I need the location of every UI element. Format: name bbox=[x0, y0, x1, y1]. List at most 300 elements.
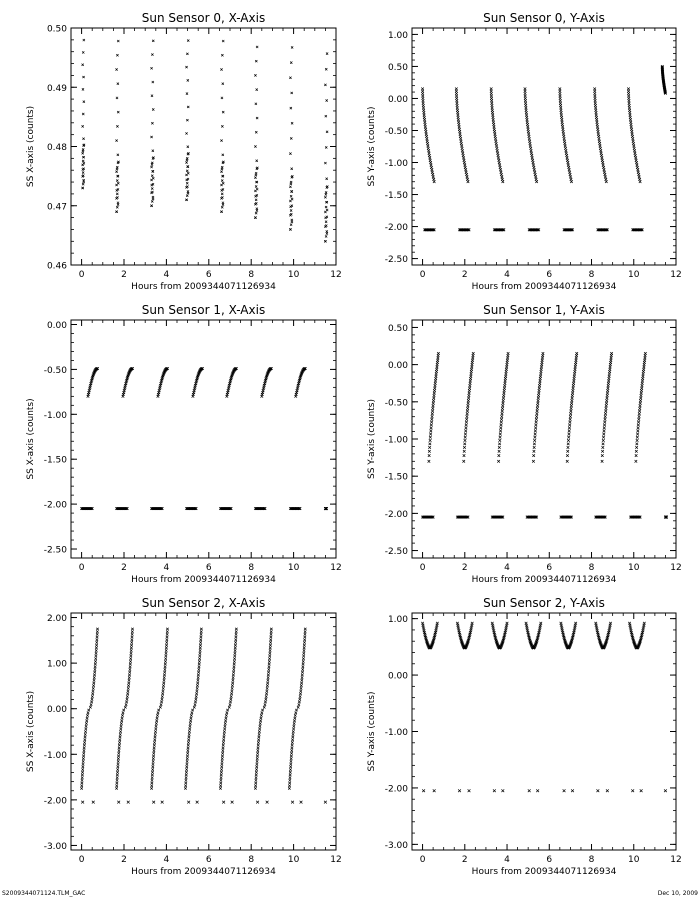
data-point bbox=[235, 630, 237, 632]
data-point bbox=[191, 709, 193, 711]
data-point bbox=[531, 159, 534, 162]
data-segment-12-flat bbox=[254, 507, 266, 510]
data-point bbox=[151, 768, 153, 770]
data-point bbox=[288, 782, 290, 784]
data-point bbox=[502, 397, 505, 400]
data-point bbox=[532, 161, 535, 164]
data-segment-1-curve bbox=[455, 88, 469, 183]
data-point bbox=[117, 755, 119, 757]
data-point bbox=[571, 392, 574, 395]
data-point bbox=[186, 170, 188, 172]
data-segment-13-flat bbox=[597, 228, 609, 231]
data-point bbox=[503, 384, 506, 387]
data-point bbox=[501, 405, 504, 408]
data-point bbox=[538, 389, 541, 392]
data-point bbox=[196, 682, 198, 684]
data-point bbox=[493, 128, 496, 131]
data-point bbox=[571, 394, 574, 397]
y-tick-label: -1.50 bbox=[384, 191, 408, 202]
data-point bbox=[532, 460, 535, 463]
y-tick-label: 0.00 bbox=[387, 671, 408, 682]
data-point bbox=[82, 763, 84, 765]
data-point bbox=[566, 454, 569, 457]
data-point bbox=[604, 173, 607, 176]
data-point bbox=[464, 164, 467, 167]
data-point bbox=[501, 176, 504, 179]
data-point bbox=[82, 138, 84, 140]
data-point bbox=[126, 693, 128, 695]
data-segment-9-flat bbox=[491, 516, 504, 519]
data-point bbox=[434, 380, 437, 383]
data-point bbox=[431, 418, 434, 421]
data-point bbox=[531, 154, 534, 157]
x-tick-label: 10 bbox=[287, 270, 300, 280]
data-point bbox=[507, 352, 510, 355]
chart-title: Sun Sensor 0, Y-Axis bbox=[483, 11, 605, 25]
y-axis-label: SS X-axis (counts) bbox=[26, 398, 36, 480]
data-point bbox=[197, 676, 199, 678]
data-point bbox=[430, 427, 433, 430]
x-tick-label: 12 bbox=[330, 855, 342, 865]
data-point bbox=[81, 776, 83, 778]
data-point bbox=[220, 68, 222, 70]
data-point bbox=[464, 166, 467, 169]
y-tick-label: -2.50 bbox=[43, 545, 67, 556]
data-point bbox=[292, 728, 294, 730]
data-point bbox=[636, 164, 639, 167]
data-point bbox=[116, 97, 118, 99]
data-point bbox=[533, 169, 536, 172]
data-segment-7-points bbox=[422, 789, 667, 792]
data-point bbox=[629, 114, 632, 117]
data-point bbox=[428, 454, 431, 457]
data-point bbox=[128, 674, 130, 676]
data-point bbox=[426, 138, 429, 141]
data-point bbox=[528, 789, 531, 792]
data-point bbox=[129, 666, 131, 668]
data-point bbox=[495, 145, 498, 148]
data-point bbox=[569, 415, 572, 418]
data-point bbox=[637, 169, 640, 172]
data-segment-1-scurve bbox=[115, 628, 133, 790]
data-point bbox=[220, 768, 222, 770]
data-point bbox=[186, 119, 188, 121]
data-point bbox=[221, 206, 223, 208]
data-point bbox=[607, 387, 610, 390]
data-point bbox=[166, 639, 168, 641]
data-point bbox=[571, 789, 574, 792]
data-point bbox=[223, 728, 225, 730]
data-point bbox=[235, 628, 237, 630]
data-point bbox=[234, 641, 236, 643]
data-point bbox=[116, 774, 118, 776]
data-point bbox=[634, 154, 637, 157]
data-point bbox=[499, 166, 502, 169]
data-point bbox=[503, 392, 506, 395]
data-segment-8-flat bbox=[456, 516, 469, 519]
data-point bbox=[82, 768, 84, 770]
data-point bbox=[291, 749, 293, 751]
data-point bbox=[635, 454, 638, 457]
x-tick-label: 6 bbox=[205, 563, 212, 573]
data-point bbox=[90, 701, 92, 703]
data-point bbox=[297, 706, 299, 708]
data-point bbox=[464, 439, 467, 442]
footer-date: Dec 10, 2009 bbox=[657, 890, 698, 897]
data-point bbox=[289, 77, 291, 79]
data-segment-2-ucurve bbox=[491, 622, 508, 649]
data-point bbox=[468, 394, 471, 397]
data-point bbox=[220, 779, 222, 781]
x-axis-label: Hours from 2009344071126934 bbox=[131, 282, 276, 292]
data-point bbox=[164, 663, 166, 665]
data-point bbox=[291, 747, 293, 749]
data-point bbox=[268, 663, 270, 665]
data-series bbox=[80, 367, 327, 510]
data-point bbox=[300, 801, 303, 804]
data-point bbox=[166, 628, 168, 630]
data-point bbox=[198, 663, 200, 665]
data-point bbox=[605, 405, 608, 408]
data-point bbox=[190, 714, 192, 716]
data-point bbox=[304, 628, 306, 630]
data-point bbox=[562, 128, 565, 131]
data-point bbox=[595, 119, 598, 122]
data-point bbox=[256, 763, 258, 765]
data-point bbox=[288, 785, 290, 787]
data-point bbox=[189, 725, 191, 727]
data-point bbox=[467, 397, 470, 400]
data-point bbox=[82, 64, 84, 66]
data-point bbox=[596, 121, 599, 124]
data-point bbox=[325, 68, 327, 70]
x-tick-label: 12 bbox=[670, 855, 682, 865]
data-point bbox=[95, 647, 97, 649]
data-point bbox=[423, 114, 426, 117]
data-point bbox=[639, 402, 642, 405]
data-point bbox=[431, 173, 434, 176]
data-point bbox=[304, 630, 306, 632]
x-tick-label: 8 bbox=[588, 563, 595, 573]
data-point bbox=[537, 402, 540, 405]
data-point bbox=[459, 138, 462, 141]
data-point bbox=[469, 380, 472, 383]
data-point bbox=[325, 206, 327, 208]
data-point bbox=[534, 427, 537, 430]
data-point bbox=[153, 752, 155, 754]
data-point bbox=[96, 639, 98, 641]
data-point bbox=[256, 46, 258, 48]
data-point bbox=[464, 436, 467, 439]
data-point bbox=[220, 139, 222, 141]
data-point bbox=[155, 725, 157, 727]
data-point bbox=[324, 240, 326, 242]
data-point bbox=[289, 214, 291, 216]
data-point bbox=[634, 152, 637, 155]
data-point bbox=[303, 649, 305, 651]
data-point bbox=[235, 636, 237, 638]
data-point bbox=[640, 389, 643, 392]
data-point bbox=[267, 671, 269, 673]
data-series bbox=[421, 352, 668, 518]
data-point bbox=[503, 389, 506, 392]
data-point bbox=[151, 175, 153, 177]
data-point bbox=[221, 179, 223, 181]
data-point bbox=[567, 161, 570, 164]
data-point bbox=[129, 671, 131, 673]
data-point bbox=[196, 685, 198, 687]
data-point bbox=[96, 641, 98, 643]
data-point bbox=[270, 633, 272, 635]
data-point bbox=[233, 663, 235, 665]
data-point bbox=[152, 760, 154, 762]
data-point bbox=[637, 421, 640, 424]
data-point bbox=[603, 430, 606, 433]
data-point bbox=[267, 676, 269, 678]
data-point bbox=[154, 739, 156, 741]
chart-panel-3 bbox=[367, 303, 682, 585]
data-point bbox=[117, 83, 119, 85]
data-point bbox=[129, 668, 131, 670]
data-point bbox=[491, 114, 494, 117]
data-point bbox=[437, 352, 440, 355]
data-point bbox=[92, 690, 94, 692]
data-point bbox=[292, 736, 294, 738]
data-point bbox=[234, 652, 236, 654]
data-point bbox=[502, 399, 505, 402]
data-point bbox=[572, 382, 575, 385]
x-tick-label: 6 bbox=[546, 563, 553, 573]
data-point bbox=[607, 382, 610, 385]
data-point bbox=[289, 776, 291, 778]
data-point bbox=[117, 766, 119, 768]
data-point bbox=[155, 722, 157, 724]
data-point bbox=[289, 779, 291, 781]
data-point bbox=[426, 142, 429, 145]
data-point bbox=[185, 776, 187, 778]
data-point bbox=[166, 636, 168, 638]
data-point bbox=[151, 776, 153, 778]
data-point bbox=[116, 125, 118, 127]
x-tick-label: 6 bbox=[546, 270, 553, 280]
data-segment-6-rise bbox=[635, 352, 647, 462]
data-point bbox=[186, 763, 188, 765]
data-point bbox=[457, 114, 460, 117]
data-series bbox=[80, 628, 326, 804]
data-point bbox=[629, 116, 632, 119]
data-point bbox=[151, 779, 153, 781]
y-tick-label: -0.50 bbox=[384, 126, 408, 137]
data-point bbox=[118, 741, 120, 743]
data-point bbox=[465, 173, 468, 176]
data-point bbox=[326, 230, 328, 232]
data-point bbox=[222, 749, 224, 751]
data-segment-0-cluster bbox=[82, 39, 86, 189]
data-point bbox=[154, 730, 156, 732]
data-segment-14-flat bbox=[664, 516, 668, 519]
data-segment-1-arc bbox=[122, 367, 134, 397]
data-point bbox=[260, 717, 262, 719]
data-point bbox=[301, 674, 303, 676]
data-point bbox=[572, 389, 575, 392]
data-point bbox=[428, 460, 431, 463]
data-point bbox=[224, 722, 226, 724]
data-point bbox=[118, 747, 120, 749]
y-tick-label: -1.50 bbox=[43, 455, 67, 466]
data-segment-0-arc bbox=[87, 367, 99, 397]
data-point bbox=[160, 703, 162, 705]
data-point bbox=[186, 182, 188, 184]
data-point bbox=[270, 630, 272, 632]
data-point bbox=[131, 630, 133, 632]
data-point bbox=[221, 760, 223, 762]
data-point bbox=[598, 142, 601, 145]
data-point bbox=[563, 789, 566, 792]
data-point bbox=[468, 392, 471, 395]
data-point bbox=[637, 430, 640, 433]
data-segment-5-ucurve bbox=[594, 622, 611, 649]
data-point bbox=[492, 123, 495, 126]
data-point bbox=[535, 418, 538, 421]
data-point bbox=[152, 108, 154, 110]
data-point bbox=[595, 116, 598, 119]
data-point bbox=[459, 133, 462, 136]
data-point bbox=[564, 142, 567, 145]
data-point bbox=[220, 782, 222, 784]
data-point bbox=[640, 394, 643, 397]
data-point bbox=[92, 801, 95, 804]
x-tick-label: 0 bbox=[78, 855, 85, 865]
data-point bbox=[165, 649, 167, 651]
data-point bbox=[536, 789, 539, 792]
data-point bbox=[154, 736, 156, 738]
y-tick-label: 0.46 bbox=[46, 261, 67, 272]
data-point bbox=[226, 709, 228, 711]
data-point bbox=[501, 789, 504, 792]
data-point bbox=[600, 152, 603, 155]
data-point bbox=[530, 152, 533, 155]
data-point bbox=[562, 130, 565, 133]
data-point bbox=[87, 712, 89, 714]
data-point bbox=[502, 180, 505, 183]
data-point bbox=[255, 776, 257, 778]
data-point bbox=[258, 736, 260, 738]
y-tick-label: 0.00 bbox=[387, 94, 408, 105]
chart-title: Sun Sensor 0, X-Axis bbox=[141, 11, 266, 25]
data-point bbox=[268, 660, 270, 662]
data-point bbox=[115, 211, 117, 213]
data-point bbox=[499, 169, 502, 172]
x-tick-label: 6 bbox=[205, 855, 212, 865]
plot-frame bbox=[71, 320, 336, 558]
data-point bbox=[165, 641, 167, 643]
x-tick-label: 4 bbox=[163, 270, 170, 280]
data-point bbox=[195, 695, 197, 697]
data-point bbox=[119, 733, 121, 735]
data-point bbox=[602, 436, 605, 439]
data-point bbox=[150, 205, 152, 207]
data-segment-13-flat bbox=[289, 507, 301, 510]
data-point bbox=[432, 402, 435, 405]
data-point bbox=[150, 192, 152, 194]
data-point bbox=[302, 663, 304, 665]
data-point bbox=[188, 728, 190, 730]
data-point bbox=[269, 649, 271, 651]
data-point bbox=[293, 725, 295, 727]
data-point bbox=[602, 439, 605, 442]
x-tick-label: 10 bbox=[628, 270, 640, 280]
plot-frame bbox=[71, 28, 336, 265]
data-point bbox=[116, 776, 118, 778]
data-point bbox=[289, 200, 291, 202]
chart-panel-0 bbox=[26, 11, 342, 292]
x-tick-label: 0 bbox=[419, 855, 426, 865]
data-point bbox=[465, 427, 468, 430]
data-point bbox=[301, 671, 303, 673]
data-point bbox=[254, 145, 256, 147]
x-tick-label: 6 bbox=[205, 270, 212, 280]
data-point bbox=[231, 685, 233, 687]
data-point bbox=[234, 649, 236, 651]
data-point bbox=[222, 40, 224, 42]
data-point bbox=[542, 352, 545, 355]
data-point bbox=[430, 166, 433, 169]
data-point bbox=[564, 147, 567, 150]
data-point bbox=[116, 206, 118, 208]
data-point bbox=[461, 147, 464, 150]
data-point bbox=[225, 714, 227, 716]
data-point bbox=[457, 121, 460, 124]
data-point bbox=[461, 149, 464, 152]
data-point bbox=[152, 801, 155, 804]
data-point bbox=[571, 399, 574, 402]
data-point bbox=[498, 454, 501, 457]
data-point bbox=[291, 739, 293, 741]
data-point bbox=[534, 436, 537, 439]
x-tick-label: 4 bbox=[504, 563, 510, 573]
data-point bbox=[421, 88, 424, 91]
data-point bbox=[500, 415, 503, 418]
data-point bbox=[84, 736, 86, 738]
y-tick-label: 1.00 bbox=[46, 659, 67, 670]
data-point bbox=[302, 657, 304, 659]
x-tick-label: 8 bbox=[248, 855, 255, 865]
data-point bbox=[129, 663, 131, 665]
data-point bbox=[569, 173, 572, 176]
data-point bbox=[198, 660, 200, 662]
data-point bbox=[290, 224, 292, 226]
data-point bbox=[299, 698, 301, 700]
data-point bbox=[235, 639, 237, 641]
data-point bbox=[186, 157, 188, 159]
x-tick-label: 0 bbox=[78, 270, 85, 280]
data-point bbox=[196, 687, 198, 689]
data-point bbox=[82, 183, 84, 185]
data-segment-14-flat bbox=[631, 228, 643, 231]
data-point bbox=[83, 168, 85, 170]
data-point bbox=[230, 698, 232, 700]
data-point bbox=[86, 717, 88, 719]
data-point bbox=[637, 171, 640, 174]
data-point bbox=[150, 136, 152, 138]
data-point bbox=[162, 687, 164, 689]
data-point bbox=[125, 701, 127, 703]
data-point bbox=[120, 725, 122, 727]
data-point bbox=[533, 446, 536, 449]
data-point bbox=[161, 698, 163, 700]
data-segment-9-flat bbox=[150, 507, 163, 510]
data-point bbox=[126, 698, 128, 700]
